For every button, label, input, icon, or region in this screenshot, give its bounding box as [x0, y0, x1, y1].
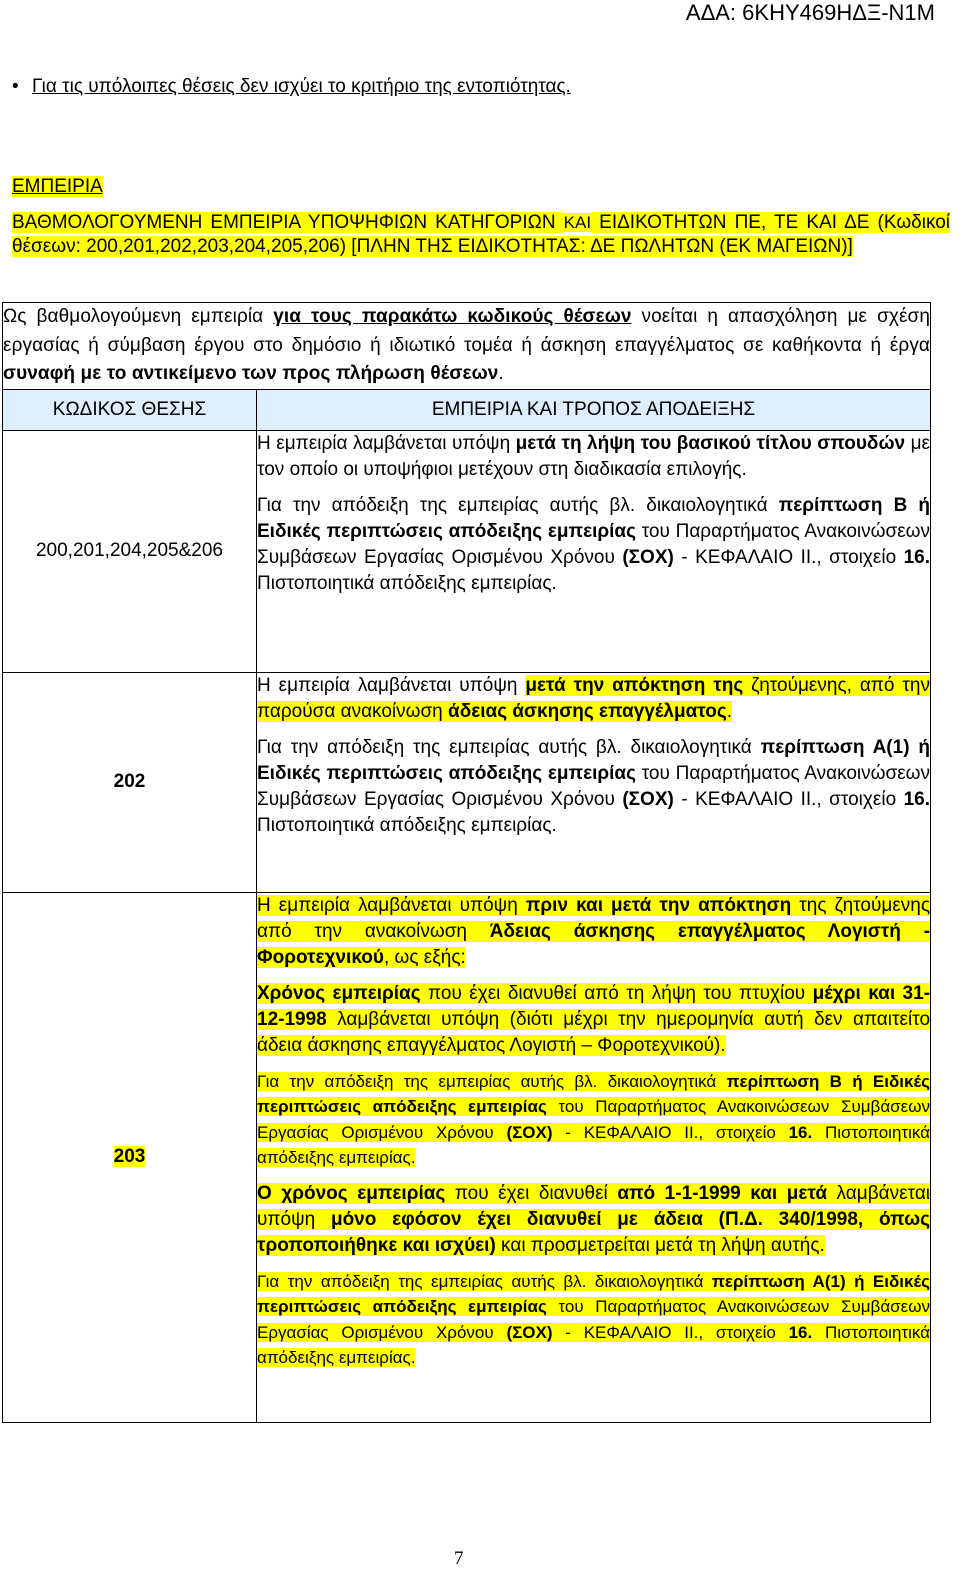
header-code: ΚΩΔΙΚΟΣ ΘΕΣΗΣ: [3, 389, 257, 430]
table-row: [3, 892, 931, 1422]
text-run: του Παραρτήματος Ανακοινώσεων Συμβάσεων Εργασίας Ορισμένου Χρόνου: [257, 520, 931, 568]
text-run: Η εμπειρία λαμβάνεται υπόψη: [257, 674, 526, 696]
text-run: λαμβάνεται υπόψη (διότι μέχρι την ημερομηνία αυτή δεν απαιτείτο άδεια άσκησης επαγγέλματος Λογιστή – Φοροτεχνικού).: [257, 1008, 931, 1056]
row-experience: [257, 892, 931, 1422]
row-paragraph: [257, 735, 930, 839]
text-run: 16.: [903, 546, 931, 568]
text-run: Για την απόδειξη της εμπειρίας αυτής βλ. δικαιολογητικά: [257, 1271, 712, 1291]
table-row: [3, 672, 931, 892]
text-run: περίπτωση Β ή Ειδικές περιπτώσεις απόδειξης εμπειρίας: [257, 1071, 931, 1116]
text-run: ζητούμενης, από την παρούσα ανακοίνωση: [257, 674, 930, 722]
section-heading-part1: ΒΑΘΜΟΛΟΓΟΥΜΕΝΗ ΕΜΠΕΙΡΙΑ ΥΠΟΨΗΦΙΩΝ ΚΑΤΗΓΟΡΙΩΝ: [12, 212, 564, 233]
text-run: Άδειας άσκησης επαγγέλματος Λογιστή - Φοροτεχνικού: [257, 920, 931, 968]
text-run: , ως εξής:: [383, 946, 466, 968]
section-heading-part3: ΕΙΔΙΚΟΤΗΤΩΝ ΠΕ, ΤΕ ΚΑΙ ΔΕ (Κωδικοί θέσεων: 200,201,202,203,204,205,206) [ΠΛΗΝ ΤΗΣ ΕΙΔΙΚΟΤΗΤΑΣ: ΔΕ ΠΩΛΗΤΩΝ (ΕΚ ΜΑΓΕΙΩΝ)]: [12, 212, 951, 257]
text-run: - ΚΕΦΑΛΑΙΟ ΙΙ., στοιχείο: [552, 1122, 789, 1142]
text-run: Πιστοποιητικά απόδειξης εμπειρίας.: [257, 814, 557, 836]
page-number: 7: [454, 1548, 464, 1569]
section-title-text: ΕΜΠΕΙΡΙΑ: [12, 176, 103, 197]
text-run: Για την απόδειξη της εμπειρίας αυτής βλ. δικαιολογητικά: [257, 1071, 727, 1091]
text-run: 16.: [788, 1322, 813, 1342]
text-run: - ΚΕΦΑΛΑΙΟ ΙΙ., στοιχείο: [673, 546, 904, 568]
intro-t1: Ως βαθμολογούμενη εμπειρία: [3, 306, 274, 327]
row-paragraph: [257, 673, 930, 725]
text-run: και προσμετρείται μετά τη λήψη αυτής.: [495, 1234, 825, 1256]
text-run: του Παραρτήματος Ανακοινώσεων Συμβάσεων Εργασίας Ορισμένου Χρόνου: [257, 1297, 931, 1342]
row-paragraph: [257, 893, 930, 971]
intro-t2: για τους παρακάτω κωδικούς θέσεων: [273, 306, 632, 327]
text-run: μετά την απόκτηση της: [525, 674, 744, 696]
text-run: Για την απόδειξη της εμπειρίας αυτής βλ. δικαιολογητικά: [257, 494, 779, 516]
text-run: περίπτωση Α(1) ή Ειδικές περιπτώσεις απόδειξης εμπειρίας: [257, 1271, 931, 1316]
row-code: 202: [3, 672, 257, 892]
row-paragraph: [257, 981, 930, 1059]
locality-note: [12, 76, 571, 98]
text-run: που έχει διανυθεί: [445, 1182, 618, 1204]
text-run: (ΣΟΧ): [506, 1322, 553, 1342]
text-run: - ΚΕΦΑΛΑΙΟ ΙΙ., στοιχείο: [552, 1322, 789, 1342]
text-run: μετά τη λήψη του βασικού τίτλου σπουδών: [515, 432, 906, 454]
text-run: (ΣΟΧ): [622, 788, 674, 810]
text-run: (ΣΟΧ): [622, 546, 674, 568]
text-run: λαμβάνεται υπόψη: [257, 1182, 931, 1230]
row-experience: [257, 672, 931, 892]
header-experience: ΕΜΠΕΙΡΙΑ ΚΑΙ ΤΡΟΠΟΣ ΑΠΟΔΕΙΞΗΣ: [257, 389, 931, 430]
text-run: Χρόνος εμπειρίας: [257, 982, 421, 1004]
text-run: της ζητούμενης από την ανακοίνωση: [257, 894, 931, 942]
experience-table: [2, 302, 931, 1423]
section-heading: [12, 211, 950, 259]
text-run: που έχει διανυθεί από τη λήψη του πτυχίου: [420, 982, 813, 1004]
section-title: [12, 176, 103, 198]
table-header-row: [3, 389, 931, 430]
section-heading-part2: ΚΑΙ: [563, 213, 592, 232]
intro-t5: .: [498, 363, 504, 384]
row-code: [3, 892, 257, 1422]
bullet-symbol: •: [12, 76, 19, 97]
text-run: Η εμπειρία λαμβάνεται υπόψη: [257, 894, 526, 916]
intro-row: [3, 303, 931, 390]
text-run: μόνο εφόσον έχει διανυθεί με άδεια (Π.Δ. 340/1998, όπως τροποποιήθηκε και ισχύει): [257, 1208, 931, 1256]
text-run: Η εμπειρία λαμβάνεται υπόψη: [257, 432, 516, 454]
text-run: Για την απόδειξη της εμπειρίας αυτής βλ. δικαιολογητικά: [257, 736, 761, 758]
text-run: από 1-1-1999 και μετά: [617, 1182, 828, 1204]
text-run: άδειας άσκησης επαγγέλματος: [448, 700, 727, 722]
text-run: Πιστοποιητικά απόδειξης εμπειρίας.: [257, 1322, 931, 1367]
text-run: Ο χρόνος εμπειρίας: [257, 1182, 446, 1204]
intro-t3: νοείται η απασχόληση με σχέση εργασίας ή σύμβαση έργου στο δημόσιο ή ιδιωτικό τομέα ή άσκηση επαγγέλματος σε καθήκοντα ή έργα: [3, 306, 931, 356]
text-run: - ΚΕΦΑΛΑΙΟ ΙΙ., στοιχείο: [673, 788, 904, 810]
text-run: Πιστοποιητικά απόδειξης εμπειρίας.: [257, 572, 557, 594]
locality-note-text: Για τις υπόλοιπες θέσεις δεν ισχύει το κριτήριο της εντοπιότητας.: [32, 76, 571, 97]
row-paragraph: [257, 1181, 930, 1259]
table-row: [3, 430, 931, 672]
row-experience: [257, 430, 931, 672]
row-paragraph: [257, 1069, 930, 1171]
text-run: με τον οποίο οι υποψήφιοι μετέχουν στη διαδικασία επιλογής.: [257, 432, 931, 480]
row-paragraph: [257, 431, 930, 483]
text-run: .: [726, 700, 733, 722]
text-run: (ΣΟΧ): [506, 1122, 553, 1142]
text-run: 16.: [903, 788, 931, 810]
row-code-text: 203: [113, 1146, 146, 1167]
text-run: περίπτωση Β ή Ειδικές περιπτώσεις απόδειξης εμπειρίας: [257, 494, 931, 542]
row-code: 200,201,204,205&206: [3, 430, 257, 672]
intro-t4: συναφή με το αντικείμενο των προς πλήρωση θέσεων: [3, 363, 499, 384]
text-run: περίπτωση Α(1) ή Ειδικές περιπτώσεις απόδειξης εμπειρίας: [257, 736, 931, 784]
text-run: 16.: [788, 1122, 813, 1142]
text-run: Πιστοποιητικά απόδειξης εμπειρίας.: [257, 1122, 931, 1167]
text-run: μέχρι και 31-12-1998: [257, 982, 931, 1030]
row-paragraph: [257, 493, 930, 597]
ada-code: ΑΔΑ: 6ΚΗΥ469ΗΔΞ-Ν1Μ: [685, 0, 935, 25]
intro-text: [3, 303, 931, 390]
row-paragraph: [257, 1269, 930, 1371]
text-run: του Παραρτήματος Ανακοινώσεων Συμβάσεων Εργασίας Ορισμένου Χρόνου: [257, 1097, 931, 1142]
text-run: πριν και μετά την απόκτηση: [525, 894, 792, 916]
text-run: του Παραρτήματος Ανακοινώσεων Συμβάσεων Εργασίας Ορισμένου Χρόνου: [257, 762, 931, 810]
